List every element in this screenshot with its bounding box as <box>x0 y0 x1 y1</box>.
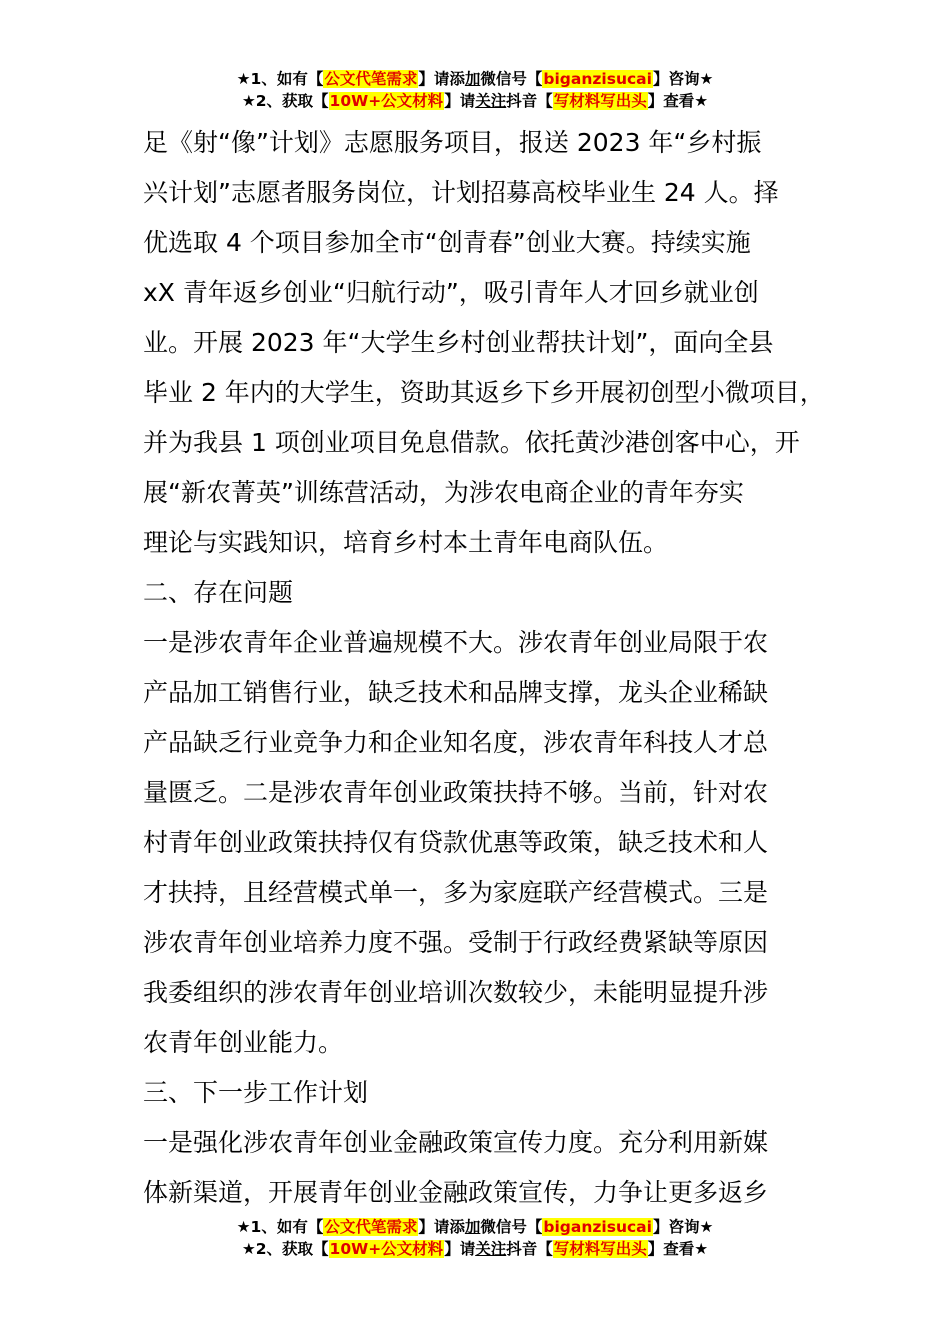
bottom-banner <box>0 1216 950 1260</box>
top-banner <box>0 68 950 112</box>
banner-line-1: ★1、如有【公文代笔需求】请添加微信号【biganzisucai】咨询★ <box>236 70 714 88</box>
paragraph-problems: 一是涉农青年企业普遍规模不大。涉农青年创业局限于农 产品加工销售行业，缺乏技术和品牌支撑，龙头企业稀缺 产品缺乏行业竞争力和企业知名度，涉农青年科技人才总 量匮乏。二是涉农青年创业政策扶持不够。当前，针对农 村青年创业政策扶持仅有贷款优惠等政策，缺乏技术和人 才扶持，且经营模式单一，多为家庭联产经营模式。三是 涉农青年创业培养力度不强。受制于行政经费紧缺等原因 我委组织的涉农青年创业培训次数较少，未能明显提升涉 农青年创业能力。 <box>143 628 769 1057</box>
banner-wechat-id: biganzisucai <box>543 70 652 88</box>
section-heading-next-steps: 三、下一步工作计划 <box>143 1078 369 1107</box>
banner-douyin-id: 写材料写出头 <box>553 92 647 110</box>
banner-line-1: ★1、如有【公文代笔需求】请添加微信号【biganzisucai】咨询★ <box>236 1218 714 1236</box>
banner-highlight: 10W+公文材料 <box>329 1240 444 1258</box>
banner-douyin-id: 写材料写出头 <box>553 1240 647 1258</box>
banner-highlight: 公文代笔需求 <box>324 70 418 88</box>
paragraph-achievements: 足《射“像”计划》志愿服务项目，报送 2023 年“乡村振 兴计划”志愿者服务岗位，计划招募高校毕业生 24 人。择 优选取 4 个项目参加全市“创青春”创业大赛。持续实施 xX 青年返乡创业“归航行动”，吸引青年人才回乡就业创 业。开展 2023 年“大学生乡村创业帮扶计划”，面向全县 毕业 2 年内的大学生，资助其返乡下乡开展初创型小微项目， 并为我县 1 项创业项目免息借款。依托黄沙港创客中心，开 展“新农菁英”训练营活动，为涉农电商企业的青年夯实 理论与实践知识，培育乡村本土青年电商队伍。 <box>143 128 825 557</box>
banner-highlight: 公文代笔需求 <box>324 1218 418 1236</box>
banner-highlight: 10W+公文材料 <box>329 92 444 110</box>
section-heading-problems: 二、存在问题 <box>143 578 294 607</box>
banner-wechat-id: biganzisucai <box>543 1218 652 1236</box>
document-body <box>143 118 833 1218</box>
banner-line-2: ★2、获取【10W+公文材料】请关注抖音【写材料写出头】查看★ <box>241 1240 709 1258</box>
paragraph-next-steps: 一是强化涉农青年创业金融政策宣传力度。充分利用新媒 体新渠道，开展青年创业金融政策宣传，力争让更多返乡 <box>143 1128 769 1207</box>
banner-line-2: ★2、获取【10W+公文材料】请关注抖音【写材料写出头】查看★ <box>241 92 709 110</box>
